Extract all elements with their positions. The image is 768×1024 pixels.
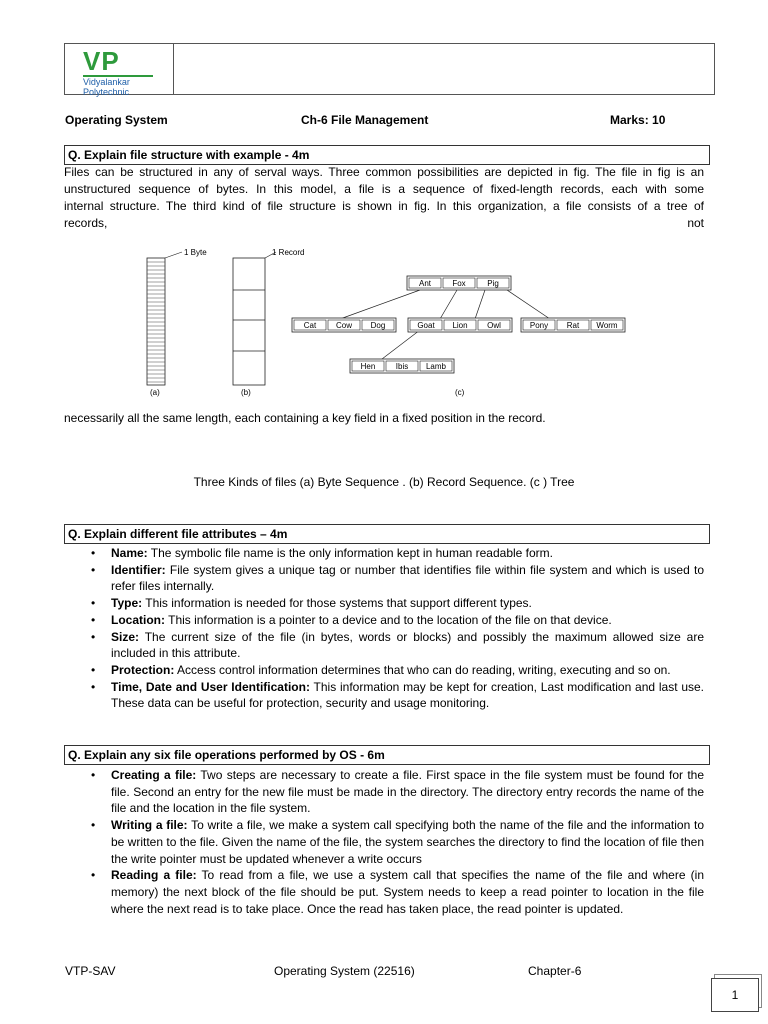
logo-text-line2: Polytechnic — [83, 87, 130, 97]
label-c: (c) — [455, 388, 465, 397]
operation-description: To write a file, we make a system call specifying both the name of the file and the information to be written to the file. Given the name of the file, the system searches the directory to find the location of file then the write pointer must be updated whenever a write occurs — [111, 818, 704, 866]
key-goat: Goat — [417, 321, 435, 330]
para-line-4-left: records, — [64, 216, 108, 230]
footer-chapter: Chapter-6 — [528, 964, 582, 978]
bullet-icon: • — [91, 562, 96, 577]
attribute-item — [64, 595, 704, 612]
header-divider — [173, 44, 174, 94]
key-pig: Pig — [487, 279, 499, 288]
figure-caption: Three Kinds of files (a) Byte Sequence . (b) Record Sequence. (c ) Tree — [193, 475, 575, 489]
attribute-item — [64, 662, 704, 679]
key-ibis: Ibis — [395, 362, 409, 371]
byte-sequence-diagram — [147, 248, 207, 397]
label-1-record: 1 Record — [272, 248, 305, 257]
attribute-item — [64, 679, 704, 712]
para-line-3: internal structure. The third kind of file structure is shown in fig. In this organization, a file consists of a tree of — [64, 199, 704, 213]
question-2-heading: Q. Explain different file attributes – 4m — [64, 524, 710, 544]
para-line-4-right: not — [687, 216, 704, 230]
key-dog: Dog — [370, 321, 386, 330]
attribute-term: Time, Date and User Identification: — [111, 679, 310, 694]
para-line-4 — [64, 215, 704, 232]
chapter-title: Ch-6 File Management — [301, 113, 429, 127]
question-1-paragraph — [64, 164, 704, 232]
key-cat: Cat — [303, 321, 317, 330]
document-header — [64, 43, 715, 95]
tree-node-cat-cow-dog — [292, 318, 396, 332]
attribute-description: File system gives a unique tag or number that identifies file within file system and which is used to refer files internally. — [111, 562, 704, 594]
para-line-1: Files can be structured in any of serval ways. Three common possibilities are depicted in fig. The file in fig is an — [64, 165, 704, 179]
tree-node-pony-rat-worm — [521, 318, 625, 332]
file-attributes-list — [64, 545, 704, 712]
tree-diagram — [292, 276, 625, 397]
question-1-heading: Q. Explain file structure with example - 4m — [64, 145, 710, 165]
key-lamb: Lamb — [425, 362, 447, 371]
label-a: (a) — [150, 388, 160, 397]
tree-node-goat-lion-owl — [408, 318, 512, 332]
key-ant: Ant — [418, 279, 432, 288]
operation-term: Reading a file: — [111, 868, 197, 883]
attribute-term: Name: — [111, 546, 148, 560]
page-number: 1 — [711, 978, 759, 1012]
key-worm: Worm — [596, 321, 618, 330]
footer-course: Operating System (22516) — [274, 964, 415, 978]
attribute-description: This information is a pointer to a device and to the location of the file on that device. — [165, 612, 612, 627]
logo-text-line1: Vidyalankar — [83, 77, 130, 87]
subject-title: Operating System — [65, 113, 168, 127]
operation-item — [64, 817, 704, 867]
attribute-item — [64, 629, 704, 662]
operation-description: To read from a file, we use a system call that specifies the name of the file and where (in memory) the next block of the file should be put. System needs to keep a read pointer to location in the file where the next read is to take place. Once the read has taken place, the read pointer is updated. — [111, 868, 704, 916]
operation-description: Two steps are necessary to create a file. First space in the file system must be found for the file. Second an entry for the new file must be made in the directory. The directory entry records the name of the file and the location in the file system. — [111, 768, 705, 816]
file-structure-figure — [140, 243, 640, 400]
para-line-2: unstructured sequence of bytes. In this model, a file is a sequence of fixed-length records, each with some — [64, 182, 704, 196]
bullet-icon: • — [91, 818, 96, 833]
label-1-byte: 1 Byte — [184, 248, 207, 257]
attribute-item — [64, 545, 704, 562]
vidyalankar-logo — [83, 46, 163, 97]
attribute-description: This information is needed for those systems that support different types. — [142, 596, 532, 611]
key-owl: Owl — [487, 321, 501, 330]
attribute-term: Protection: — [111, 662, 175, 677]
attribute-description: This information may be kept for creation, Last modification and last use. These data can be useful for protection, security and usage monitoring. — [111, 679, 704, 711]
key-hen: Hen — [360, 362, 376, 371]
bullet-icon: • — [91, 629, 96, 644]
bullet-icon: • — [91, 768, 96, 782]
question-3-heading: Q. Explain any six file operations performed by OS - 6m — [64, 745, 710, 765]
label-b: (b) — [241, 388, 251, 397]
question-1-paragraph-continued: necessarily all the same length, each containing a key field in a fixed position in the record. — [64, 411, 546, 425]
bullet-icon: • — [91, 546, 96, 560]
bullet-icon: • — [91, 868, 96, 883]
operation-item — [64, 867, 704, 917]
attribute-description: The symbolic file name is the only information kept in human readable form. — [147, 546, 553, 560]
bullet-icon: • — [91, 612, 96, 627]
key-fox: Fox — [452, 279, 466, 288]
attribute-item — [64, 612, 704, 629]
attribute-item — [64, 562, 704, 595]
operation-term: Creating a file: — [111, 768, 197, 782]
file-operations-list — [64, 767, 704, 917]
bullet-icon: • — [91, 596, 96, 611]
attribute-term: Size: — [111, 629, 140, 644]
key-lion: Lion — [452, 321, 468, 330]
attribute-term: Type: — [111, 596, 143, 611]
attribute-description: The current size of the file (in bytes, words or blocks) and possibly the maximum allowed size are included in this attribute. — [111, 629, 704, 661]
operation-item — [64, 767, 704, 817]
attribute-description: Access control information determines that who can do reading, writing, executing and so on. — [174, 662, 671, 677]
key-cow: Cow — [335, 321, 353, 330]
attribute-term: Location: — [111, 612, 165, 627]
footer-author: VTP-SAV — [65, 964, 116, 978]
tree-root-node — [407, 276, 511, 290]
key-rat: Rat — [566, 321, 580, 330]
bullet-icon: • — [91, 662, 96, 677]
bullet-icon: • — [91, 679, 96, 694]
marks-label: Marks: 10 — [610, 113, 666, 127]
attribute-term: Identifier: — [111, 562, 166, 577]
key-pony: Pony — [529, 321, 549, 330]
tree-node-hen-ibis-lamb — [350, 359, 454, 373]
logo-mark: VP — [83, 46, 120, 76]
operation-term: Writing a file: — [111, 818, 188, 833]
